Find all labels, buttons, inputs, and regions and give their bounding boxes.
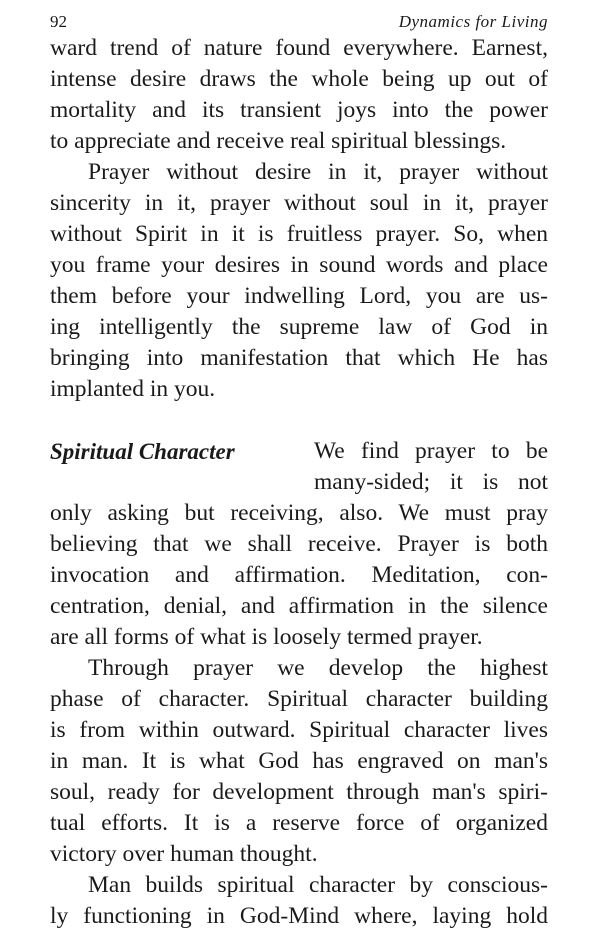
text-line: believing that we shall receive. Prayer is both bbox=[50, 531, 548, 557]
text-line: you frame your desires in sound words and place bbox=[50, 252, 548, 278]
text-line: phase of character. Spiritual character building bbox=[50, 686, 548, 712]
text-line: centration, denial, and affirmation in the silence bbox=[50, 593, 548, 619]
text-line: victory over human thought. bbox=[50, 841, 318, 867]
body-text-top bbox=[50, 33, 548, 405]
text-line: in man. It is what God has engraved on man's bbox=[50, 748, 548, 774]
text-line: only asking but receiving, also. We must pray bbox=[50, 500, 548, 526]
section-side-text bbox=[314, 436, 548, 498]
text-line: We find prayer to be bbox=[314, 438, 548, 464]
text-line: Prayer without desire in it, prayer without bbox=[88, 159, 548, 185]
text-line: invocation and affirmation. Meditation, con- bbox=[50, 562, 548, 588]
running-title: Dynamics for Living bbox=[398, 12, 548, 31]
page-number: 92 bbox=[50, 12, 67, 31]
text-line: to appreciate and receive real spiritual blessings. bbox=[50, 128, 507, 154]
text-line: bringing into manifestation that which He has bbox=[50, 345, 548, 371]
text-line: soul, ready for development through man's spiri- bbox=[50, 779, 548, 805]
text-line: mortality and its transient joys into the power bbox=[50, 97, 548, 123]
section-heading: Spiritual Character bbox=[50, 439, 235, 464]
text-line: them before your indwelling Lord, you are us- bbox=[50, 283, 548, 309]
text-line: sincerity in it, prayer without soul in it, prayer bbox=[50, 190, 548, 216]
text-line: ward trend of nature found everywhere. Earnest, bbox=[50, 35, 548, 61]
text-line: ing intelligently the supreme law of God in bbox=[50, 314, 548, 340]
text-line: Through prayer we develop the highest bbox=[88, 655, 548, 681]
text-line: Man builds spiritual character by conscious- bbox=[88, 872, 548, 898]
body-text-bottom bbox=[50, 498, 548, 932]
text-line: ly functioning in God-Mind where, laying hold bbox=[50, 903, 548, 929]
text-line: implanted in you. bbox=[50, 376, 216, 402]
text-line: is from within outward. Spiritual character lives bbox=[50, 717, 548, 743]
text-line: are all forms of what is loosely termed prayer. bbox=[50, 624, 483, 650]
text-line: tual efforts. It is a reserve force of organized bbox=[50, 810, 548, 836]
text-line: intense desire draws the whole being up out of bbox=[50, 66, 548, 92]
text-line: without Spirit in it is fruitless prayer. So, when bbox=[50, 221, 548, 247]
text-line: many-sided; it is not bbox=[314, 469, 548, 495]
